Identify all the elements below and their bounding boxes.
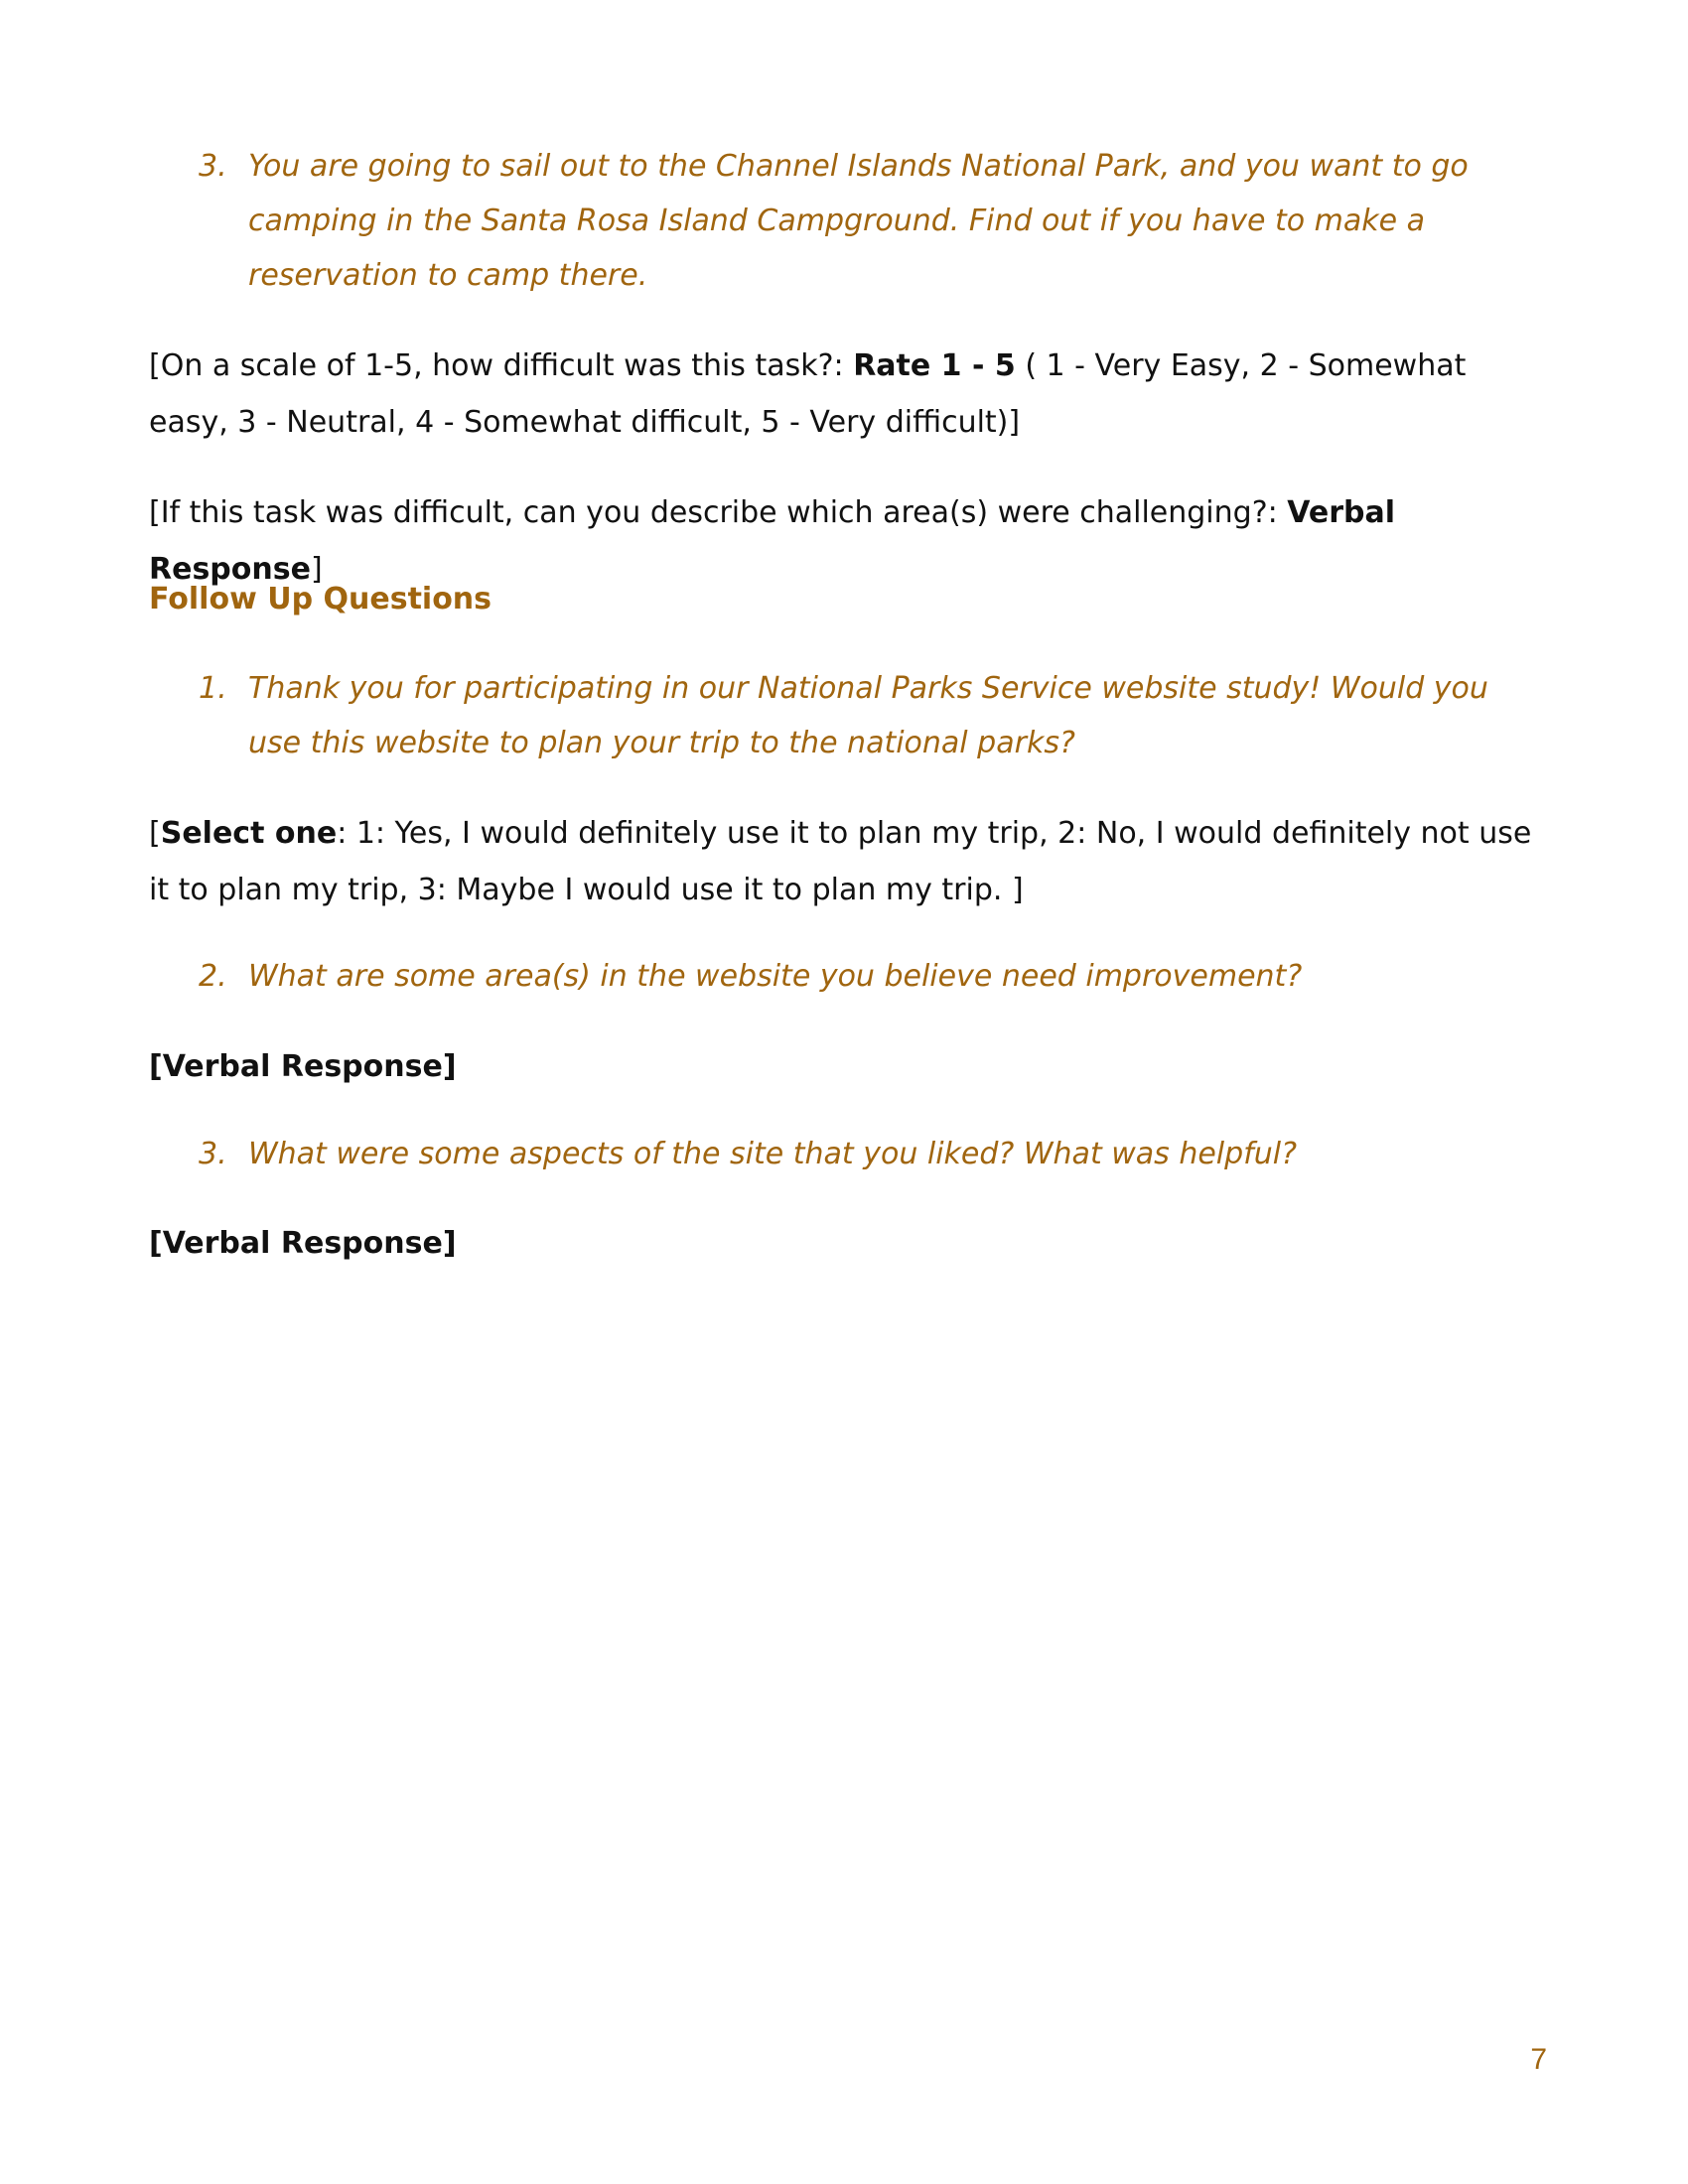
rating-rest: ( 1 - Very Easy, 2 - Somewhat easy, 3 - Neutral, 4 - Somewhat difficult, 5 - Very difficult)]: [149, 348, 1467, 440]
select-bold: Select one: [160, 816, 338, 851]
follow-up-heading: Follow Up Questions: [149, 582, 492, 616]
rating-bold: Rate 1 - 5: [853, 348, 1016, 383]
task-3-text: You are going to sail out to the Channel Islands National Park, and you want to go camping in the Santa Rosa Island Campground. Find out if you have to make a reservation to camp there.: [248, 149, 1469, 293]
follow-up-question-2: [199, 949, 1549, 1004]
select-one-instruction: [149, 805, 1549, 918]
question-3-text: What were some aspects of the site that you liked? What was helpful?: [248, 1137, 1298, 1171]
rating-instruction: [149, 338, 1549, 451]
select-open: [: [149, 816, 161, 851]
question-3-number: 3.: [199, 1137, 227, 1171]
difficulty-bold: Verbal Response: [149, 495, 1396, 587]
task-3-number: 3.: [199, 149, 227, 184]
rating-open: [On a scale of 1-5, how difficult was this task?:: [149, 348, 854, 383]
question-1-number: 1.: [199, 671, 227, 706]
question-2-text: What are some area(s) in the website you believe need improvement?: [248, 959, 1303, 994]
follow-up-question-3: [199, 1127, 1549, 1181]
question-1-text: Thank you for participating in our National Parks Service website study! Would you use this website to plan your trip to the national parks?: [248, 671, 1488, 760]
question-3-response: [Verbal Response]: [149, 1226, 457, 1261]
page-number: 7: [1530, 2043, 1547, 2076]
question-2-response: [Verbal Response]: [149, 1049, 457, 1084]
difficulty-open: [If this task was difficult, can you describe which area(s) were challenging?:: [149, 495, 1288, 530]
task-3-question: [199, 139, 1549, 303]
difficulty-close: ]: [310, 552, 323, 587]
question-2-number: 2.: [199, 959, 227, 994]
follow-up-question-1: [199, 661, 1549, 770]
select-rest: : 1: Yes, I would definitely use it to plan my trip, 2: No, I would definitely not use it to plan my trip, 3: Maybe I would use it to plan my trip. ]: [149, 816, 1532, 907]
